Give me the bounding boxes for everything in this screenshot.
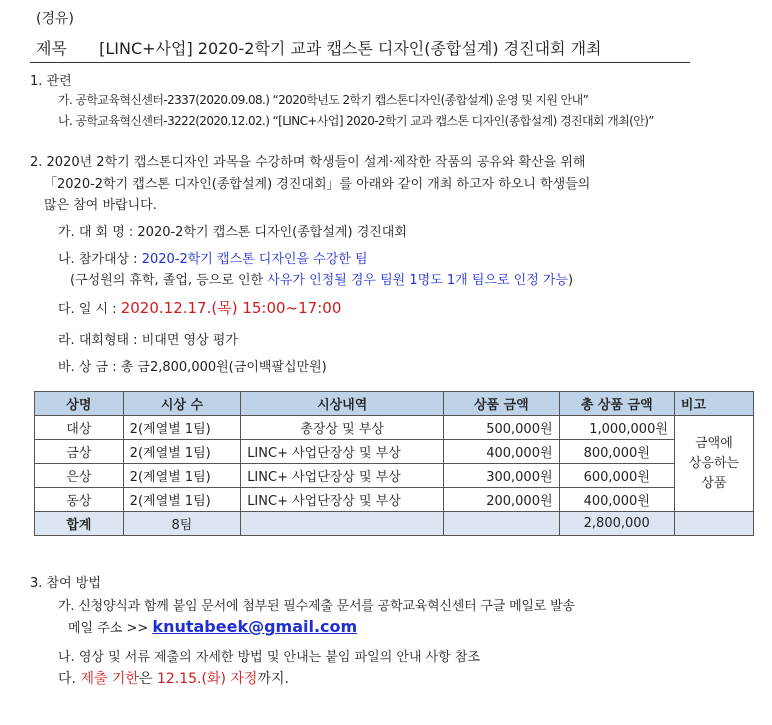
email-link[interactable]: knutabeek@gmail.com [152,617,358,636]
note-text: 금액에 상응하는 상품 [688,435,740,491]
email-row [68,617,357,636]
target-value: 2020-2학기 캡스톤 디자인을 수강한 팀 [141,252,368,267]
section3-item-ga: 가. 신청양식과 함께 붙임 문서에 첨부된 필수제출 문서를 공학교육혁신센터 구글 메일로 발송 [58,599,575,614]
award-count: 2(계열별 1팀) [123,416,241,440]
table-total-row [35,512,754,536]
total-prize-amount [444,512,559,536]
date-label: 다. 일 시 : [58,302,121,317]
section1-item-ga: 가. 공학교육혁신센터-2337(2020.09.08.) “2020학년도 2학기 캡스톤디자인(종합설계) 운영 및 지원 안내” [58,93,589,107]
section2-intro-line1: 2. 2020년 2학기 캡스톤디자인 과목을 수강하며 학생들이 설계·제작한 작품의 공유와 확산을 위해 [30,155,586,170]
award-count: 2(계열별 1팀) [123,440,241,464]
section3-item-da [58,668,289,688]
total-prize: 800,000원 [559,440,674,464]
prize-amount: 400,000원 [444,440,559,464]
total-count: 8팀 [123,512,241,536]
award-name: 동상 [35,488,124,512]
header-award-detail: 시상내역 [241,392,444,416]
prize-label: 바. 상 금 : [58,360,121,375]
table-row [35,440,754,464]
prize-value: 총 금2,800,000원(금이백팔십만원) [120,360,327,375]
deadline-mid: 은 [138,671,157,687]
section2-intro-line3: 많은 참여 바랍니다. [44,198,157,213]
target-row [58,248,368,267]
subject-label: 제목 [36,39,67,58]
award-name: 대상 [35,416,124,440]
total-label: 합계 [35,512,124,536]
award-name: 은상 [35,464,124,488]
table-row [35,488,754,512]
section2-intro-line2: 「2020-2학기 캡스톤 디자인(종합설계) 경진대회」를 아래와 같이 개최 하고자 하오니 학생들의 [44,177,591,192]
table-header-row [35,392,754,416]
header-prize-amount: 상품 금액 [444,392,559,416]
event-name-value: 2020-2학기 캡스톤 디자인(종합설계) 경진대회 [137,225,407,240]
header-award-name: 상명 [35,392,124,416]
event-name-row [58,221,407,240]
table-row [35,464,754,488]
target-note-prefix: (구성원의 휴학, 졸업, 등으로 인한 [70,273,268,288]
format-row [58,329,238,348]
title-divider [30,62,690,63]
section1-item-na: 나. 공학교육혁신센터-3222(2020.12.02.) “[LINC+사업] 2020-2학기 교과 캡스톤 디자인(종합설계) 경진대회 개최(안)” [58,114,654,128]
prize-amount: 300,000원 [444,464,559,488]
award-detail: LINC+ 사업단장상 및 부상 [241,464,444,488]
table-row [35,416,754,440]
subject-text: [LINC+사업] 2020-2학기 교과 캡스톤 디자인(종합설계) 경진대회 개최 [99,39,602,58]
total-detail [241,512,444,536]
deadline-date: 12.15.(화) 자정 [156,671,258,687]
format-label: 라. 대회형태 : [58,333,142,348]
header-total-prize: 총 상품 금액 [559,392,674,416]
deadline-prefix: 다. [58,671,81,687]
total-prize: 600,000원 [559,464,674,488]
award-detail: LINC+ 사업단장상 및 부상 [241,440,444,464]
header-note: 비고 [674,392,753,416]
award-detail: LINC+ 사업단장상 및 부상 [241,488,444,512]
section1-heading: 1. 관련 [30,74,72,89]
award-count: 2(계열별 1팀) [123,488,241,512]
target-label: 나. 참가대상 : [58,252,142,267]
format-value: 비대면 영상 평가 [141,333,238,348]
note-cell [674,416,753,512]
event-name-label: 가. 대 회 명 : [58,225,138,240]
prize-amount: 200,000원 [444,488,559,512]
award-count: 2(계열별 1팀) [123,464,241,488]
target-note-suffix: ) [568,273,574,288]
email-label: 메일 주소 >> [68,621,153,636]
award-detail: 총장상 및 부상 [241,416,444,440]
date-value: 2020.12.17.(목) 15:00~17:00 [120,299,342,317]
deadline-suffix: 까지. [257,671,289,687]
awards-table [34,391,754,536]
date-row [58,297,341,318]
award-name: 금상 [35,440,124,464]
total-note [674,512,753,536]
section3-item-na: 나. 영상 및 서류 제출의 자세한 방법 및 안내는 붙임 파일의 안내 사항 참조 [58,650,481,665]
total-prize: 1,000,000원 [559,416,674,440]
subject-row [36,36,601,59]
prize-amount: 500,000원 [444,416,559,440]
deadline-label: 제출 기한 [80,671,139,687]
header-award-count: 시상 수 [123,392,241,416]
total-prize: 400,000원 [559,488,674,512]
target-note-highlight: 사유가 인정될 경우 팀원 1명도 1개 팀으로 인정 가능 [267,273,569,288]
section3-heading: 3. 참여 방법 [30,576,101,591]
prize-row [58,356,327,375]
target-note-row [70,269,573,288]
via-label: (경유) [36,11,74,27]
total-sum: 2,800,000 [559,512,674,536]
